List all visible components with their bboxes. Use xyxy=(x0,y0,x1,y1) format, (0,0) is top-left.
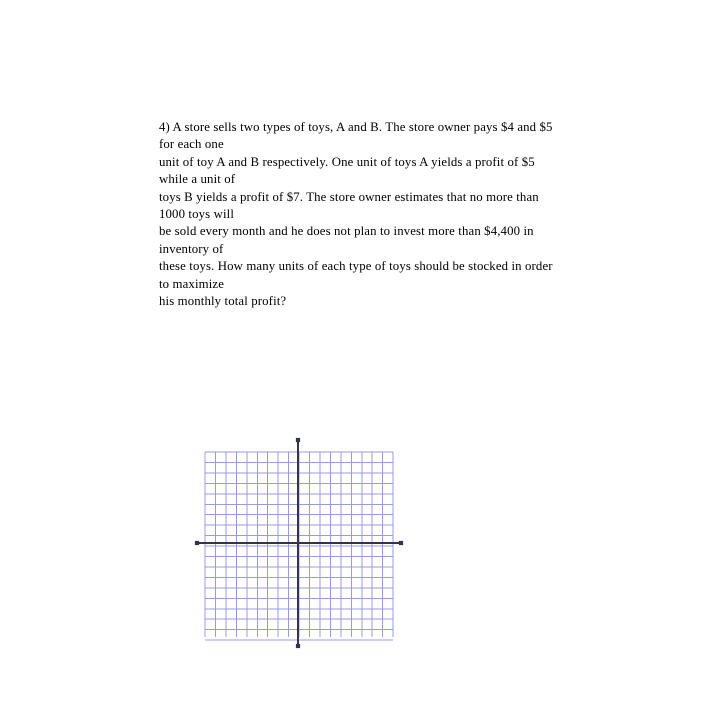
problem-text-line: toys B yields a profit of $7. The store owner estimates that no more than 1000 toys will xyxy=(159,189,543,222)
coordinate-grid-figure xyxy=(190,432,410,654)
problem-text-line: unit of toy A and B respectively. One unit of toys A yields a profit of $5 while a unit of xyxy=(159,154,539,187)
problem-text-line: his monthly total profit? xyxy=(159,294,287,309)
problem-text-line: these toys. How many units of each type of toys should be stocked in order to maximize xyxy=(159,259,556,291)
x-axis-right-endpoint xyxy=(399,541,403,545)
y-axis-bottom-endpoint xyxy=(296,644,300,648)
coordinate-plane-svg xyxy=(190,432,410,654)
problem-statement xyxy=(159,119,559,310)
y-axis-top-endpoint xyxy=(296,438,300,442)
problem-text-line: 4) A store sells two types of toys, A and B. The store owner pays $4 and $5 for each one xyxy=(159,120,556,152)
problem-text-line: be sold every month and he does not plan to invest more than $4,400 in inventory of xyxy=(159,224,537,256)
x-axis-left-endpoint xyxy=(195,541,199,545)
